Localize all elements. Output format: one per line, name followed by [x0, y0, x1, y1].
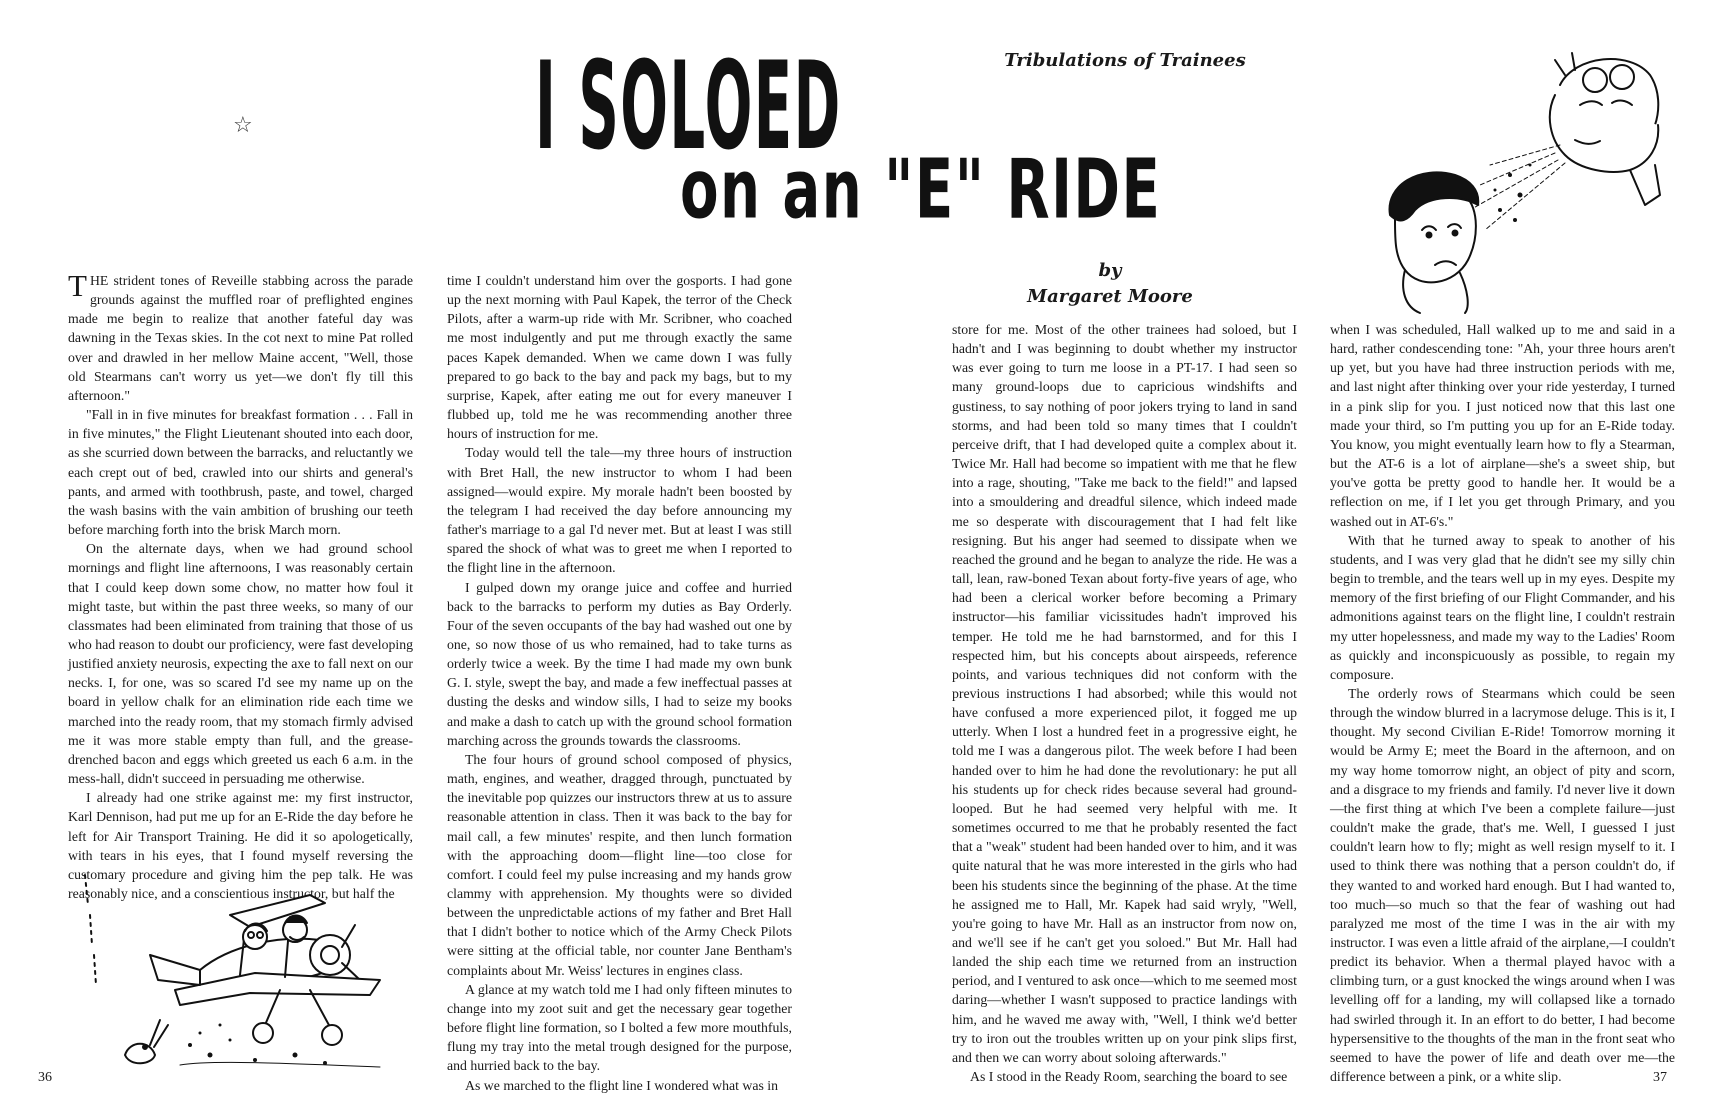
article-paragraph: I gulped down my orange juice and coffee and hurried back to the barracks to perform my duties as Bay Orderly. Four of the seven occupants of the bay had washed out one by one, so now those of us who remained, had to take turns as orderly twice a week. By the time I had made my own bunk G. I. style, swept the bay, and made a few ineffectual passes at dusting the desks and window sills, I had to seize my books and make a dash to catch up with the ground school formation marching across the grounds towards the classrooms.: [447, 579, 792, 748]
byline-author: Margaret Moore: [1027, 286, 1193, 307]
article-paragraph: With that he turned away to speak to another of his students, and I was very glad that he didn't see my silly chin begin to tremble, and the tears well up in my eyes. Despite my memory of the first briefing of our Flight Commander, and his admonitions against tears on the flight line, I couldn't restrain my utter hopelessness, and made my way to the Ladies' Room as quickly and inconspicuously as possible, to regain my composure.: [1330, 532, 1675, 682]
article-paragraph: "Fall in in five minutes for breakfast formation . . . Fall in in five minutes," the Flight Lieutenant shouted into each door, as she scurried down between the barracks, and reluctantly we each crept out of bed, crawled into our shirts and general's pants, and armed with toothbrush, paste, and towel, charged the wash basins with the vain ambition of brushing our teeth before marching forth into the brisk March morn.: [68, 407, 413, 538]
article-paragraph: On the alternate days, when we had ground school mornings and flight line afternoons, I was reasonably certain that I could keep down some chow, no matter how foul it might taste, but within the past three weeks, so many of our classmates had been eliminated from training that those of us who had reason to doubt our proficiency, were fast developing justified anxiety neurosis, expecting the axe to fall next on our necks. I, for one, was so scared I'd see my name up on the board in yellow chalk for an elimination ride each time we marched into the ready room, that my stomach firmly advised me it was more stable empty than full, and the grease-drenched bacon and eggs which greeted us each 6 a.m. in the mess-hall, didn't succeed in persuading me otherwise.: [68, 541, 413, 787]
article-paragraph: I already had one strike against me: my first instructor, Karl Dennison, had put me up for an E-Ride the day before he left for Air Transport Training. He did it so apologetically, with tears in his eyes, that I found myself reversing the customary procedure and giving him the pep talk. He was reasonably nice, and a conscientious instructor, but half the: [68, 790, 413, 901]
article-paragraph: THE strident tones of Reveille stabbing across the parade grounds against the muffled roar of preflighted engines made me begin to realize that another fateful day was dawning in the Texas skies. In the cot next to mine Pat rolled over and drawled in her mellow Maine accent, "Well, those old Stearmans can't worry us yet—we don't fly till this afternoon.": [68, 268, 413, 403]
page-number-right: 37: [1653, 1070, 1667, 1085]
column-1: [68, 268, 413, 903]
page-number-left: 36: [38, 1070, 52, 1085]
headline-line-1: I SOLOED: [535, 38, 842, 178]
column-2: [447, 271, 792, 1095]
column-4: [1330, 320, 1675, 1086]
article-paragraph: time I couldn't understand him over the gosports. I had gone up the next morning with Paul Kapek, the terror of the Check Pilots, after a warm-up ride with Mr. Scribner, who coached me most indulgently and put me through exactly the same paces Kapek demanded. When we came down I was fully prepared to go back to the bay and pack my bags, but to my surprise, Kapek, after eating me out for every maneuver I flubbed up, told me he was recommending another three hours of instruction for me.: [447, 273, 792, 442]
article-paragraph: As I stood in the Ready Room, searching the board to see: [970, 1069, 1288, 1085]
headline-line-2: on an "E" RIDE: [680, 143, 1162, 238]
drop-cap: T: [68, 268, 87, 303]
article-paragraph: A glance at my watch told me I had only fifteen minutes to change into my zoot suit and get the necessary gear together before flight line formation, so I bolted a few more mouthfuls, flung my tray into the metal trough designed for the purpose, and hurried back to the bay.: [447, 981, 792, 1074]
article-paragraph: when I was scheduled, Hall walked up to me and said in a hard, rather condescending tone: "Ah, your three hours aren't up yet, but you have had three instruction periods with me, and last night after thinking over your ride yesterday, I turned in a pink slip for you. I just noticed now that this last one made your third, so I'm putting you up for an E-Ride today. You know, you might eventually learn how to fly a Stearman, but the AT-6 is a lot of airplane—she's a sweet ship, but you've gotta be pretty good to handle her. It would be a reflection on me, if I let you get through Primary, and you washed out in AT-6's.": [1330, 322, 1675, 529]
plane-cartoon-illustration: [80, 855, 400, 1080]
byline-by: by: [1098, 260, 1122, 281]
article-paragraph: The orderly rows of Stearmans which could be seen through the window blurred in a lacrymose deluge. This is it, I thought. My second Civilian E-Ride! Tomorrow morning it would be Army E; meet the Board in the afternoon, and on my way home tomorrow night, an object of pity and scorn, and a disgrace to my friends and family. I'd never live it down—the first thing at which I've been a complete failure—just couldn't make the grade, that's me. Well, I guessed I just couldn't learn how to fly; might as well resign myself to it. I used to think there was nothing that a person couldn't do, if they wanted to and worked hard enough. But I had wanted to, too much—so much so that the fear of washing out had paralyzed me most of the time I was in the air with my instructor. I was even a little afraid of the airplane,—I couldn't predict its behavior. When a thermal played havoc with a climbing turn, or a gust knocked the wings around when I was levelling off for a landing, my will collapsed like a tornado had swirled through it. In an effort to do better, I had become hypersensitive to the thoughts of the man in the front seat who seemed to have the power of life and death over me—the difference between a pink, or a white slip.: [1330, 685, 1675, 1085]
article-paragraph: The four hours of ground school composed of physics, math, engines, and weather, dragged through, punctuated by the inevitable pop quizzes our instructors threw at us to assure reasonable attention in class. Then it was back to the bay for mail call, a few minutes' respite, and then lunch formation with the approaching doom—flight line—too close for comfort. I could feel my pulse increasing and my hands grow clammy with apprehension. My thoughts were so divided between the unpredictable actions of my father and Bret Hall that I didn't bother to notice which of the Army Check Pilots were sitting at the official table, nor counter Jane Bentham's complaints about Mr. Weiss' lectures in engines class.: [447, 751, 792, 978]
article-paragraph: As we marched to the flight line I wondered what was in: [465, 1077, 779, 1093]
column-3: [952, 320, 1297, 1086]
article-paragraph: store for me. Most of the other trainees had soloed, but I hadn't and I was beginning to doubt whether my instructor was ever going to turn me loose in a PT-17. I had seen so many ground-loops due to capricious windshifts and gustiness, to say nothing of poor jokers trying to land in sand storms, and had been told so many times that I couldn't perceive drift, that I had developed quite a complex about it. Twice Mr. Hall had become so impatient with me that he flew into a rage, shouting, "Take me back to the field!" and lapsed into a smouldering and dreadful silence, which indeed made me so desperate with discouragement that I had felt like resigning. But his anger had seemed to dissipate when we reached the ground and he began to analyze the ride. He was a tall, lean, raw-boned Texan about forty-five years of age, who had been a clerical worker before becoming a Primary instructor—his familiar vicissitudes hadn't improved his temper. He told me he had barnstormed, and for this I respected him, but his concepts about airspeeds, reference points, and various techniques did not conform with the previous instructions I had absorbed; while this would not have confused a more experienced pilot, it fogged me up utterly. When I lost a hundred feet in a progressive eight, he told me I was a dangerous pilot. The week before I had been handed over to him he had done the revolutionary: he put all his students up for check rides because several had ground-looped. But he had seemed very helpful with me. It sometimes occurred to me that he probably resented the fact that a "weak" student had been handed over to him, and it was quite natural that he was more interested in the girls who had been his students since the beginning of the phase. At the time he assigned me to Hall, Mr. Kapek had said wryly, "Well, you're going to have Mr. Hall as an instructor from now on, and we'll see if he can't get you soloed." But Mr. Hall had landed the ship each time we returned from an instruction period, and I ventured to ask once—which to me seemed most daring—whether I wasn't supposed to practice landings with him, and he waved me away with, "Well, I think we'd better try to iron out the troubles written up on your pink slips first, and then we can worry about soloing afterwards.": [952, 322, 1297, 1065]
article-paragraph: Today would tell the tale—my three hours of instruction with Bret Hall, the new instructor to whom I had been assigned—would expire. My morale hadn't been boosted by the telegram I had received the day before announcing my father's marriage to a gal I'd never met. But at least I was still spared the shock of what was to greet me when I reported to the flight line in the afternoon.: [447, 445, 792, 576]
instructor-and-trainee-cartoon-illustration: [1360, 45, 1680, 315]
star-icon: ☆: [233, 113, 253, 138]
kicker: Tribulations of Trainees: [1004, 50, 1246, 71]
